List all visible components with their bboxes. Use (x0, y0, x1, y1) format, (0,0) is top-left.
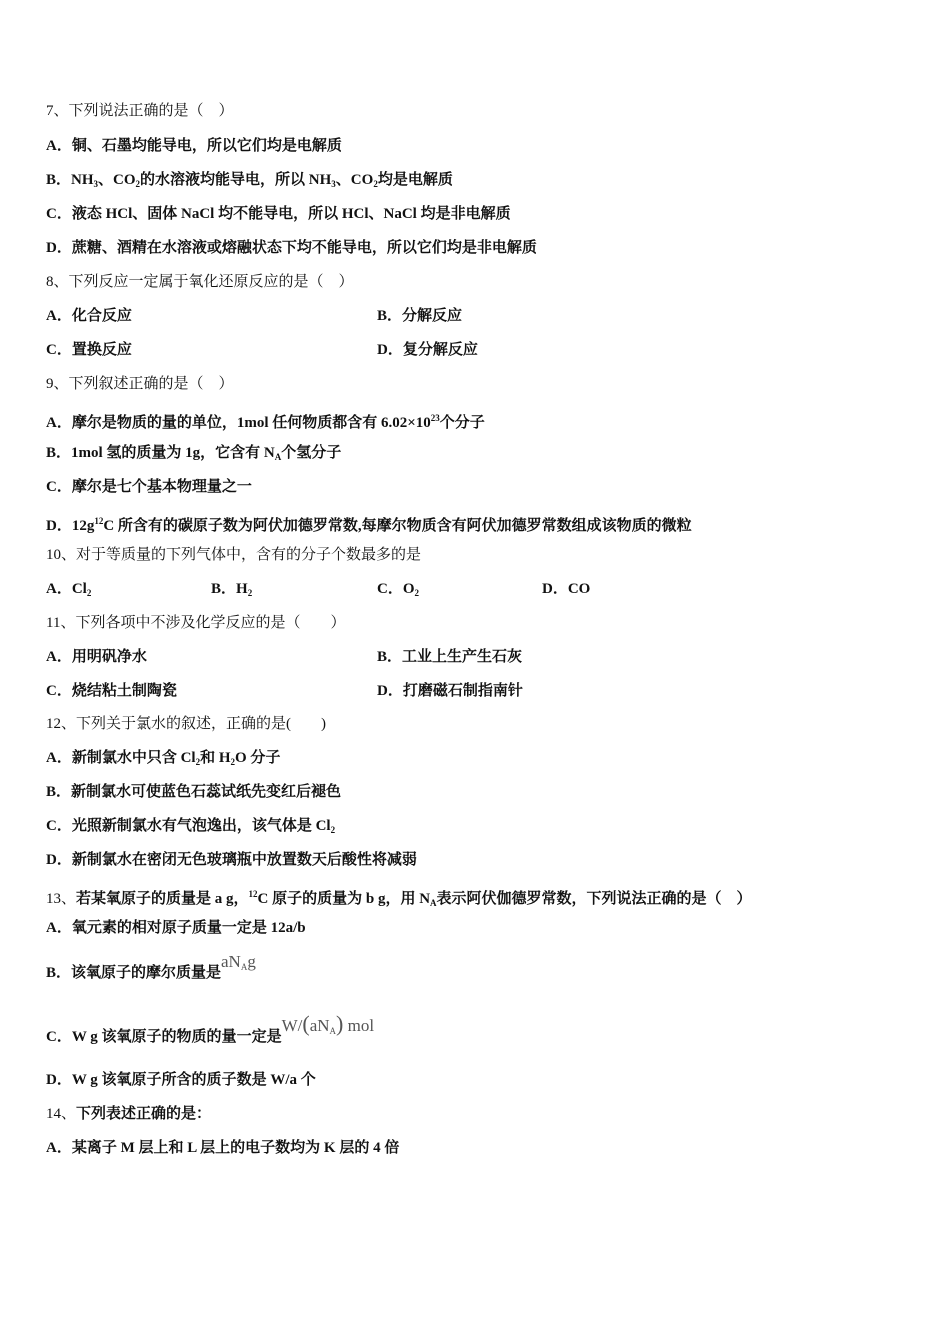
text-segment: C．光照新制氯水有气泡逸出，该气体是 Cl (46, 818, 331, 834)
q9-option-b (46, 443, 341, 467)
text-segment: C．W g 该氧原子的物质的量一定是 (46, 1029, 282, 1045)
subscript: A (430, 898, 437, 908)
q9-option-a (46, 408, 485, 433)
subscript: A (274, 452, 282, 462)
q13-option-a: A．氧元素的相对原子质量一定是 12a/b (46, 920, 306, 936)
text-segment: B．H (211, 581, 248, 597)
q8-option-b: B．分解反应 (377, 308, 463, 324)
text-segment: A．新制氯水中只含 Cl (46, 750, 196, 766)
subscript: 2 (195, 757, 201, 767)
text-segment: B．1mol 氢的质量为 1g，它含有 N (46, 445, 275, 461)
q8-option-a: A．化合反应 (46, 308, 132, 324)
superscript: 23 (430, 413, 440, 423)
question-10-stem: 10、对于等质量的下列气体中，含有的分子个数最多的是 (46, 547, 422, 563)
subscript: A (329, 1026, 337, 1036)
q9-option-c: C．摩尔是七个基本物理量之一 (46, 479, 252, 495)
q13-option-c (46, 1011, 375, 1051)
text-segment: 和 H (200, 750, 231, 766)
subscript: 2 (86, 588, 92, 598)
text-segment: C．O (377, 581, 415, 597)
text-segment: aN (309, 1016, 330, 1035)
superscript: 12 (94, 516, 104, 526)
question-13-stem (46, 884, 752, 913)
text-segment: mol (343, 1016, 375, 1035)
text-segment: B．NH (46, 172, 94, 188)
q8-option-c: C．置换反应 (46, 342, 132, 358)
q7-option-d: D．蔗糖、酒精在水溶液或熔融状态下均不能导电，所以它们均是非电解质 (46, 240, 537, 256)
text-segment: ) (336, 1011, 344, 1036)
text-segment: W/ (281, 1016, 303, 1035)
q14-option-a: A．某离子 M 层上和 L 层上的电子数均为 K 层的 4 倍 (46, 1140, 400, 1156)
text-segment: C 原子的质量为 b g，用 N (257, 891, 431, 907)
subscript: 2 (373, 179, 378, 189)
text-segment: A．Cl (46, 581, 87, 597)
text-segment: g (247, 952, 256, 971)
q11-option-d: D．打磨磁石制指南针 (377, 683, 523, 699)
q10-option-a (46, 579, 91, 603)
q10-option-c (377, 579, 419, 603)
text-segment: 均是电解质 (377, 172, 453, 188)
q11-option-a: A．用明矾净水 (46, 649, 147, 665)
text-segment: B．该氧原子的摩尔质量是 (46, 965, 222, 981)
q7-option-c: C．液态 HCl、固体 NaCl 均不能导电，所以 HCl、NaCl 均是非电解质 (46, 206, 511, 222)
q7-option-b (46, 170, 453, 194)
text-segment: 、CO (335, 172, 374, 188)
question-7-stem: 7、下列说法正确的是（ ） (46, 103, 234, 119)
question-11-stem: 11、下列各项中不涉及化学反应的是（ ） (46, 615, 346, 631)
q10-option-d: D．CO (542, 581, 591, 597)
q7-option-a: A．铜、石墨均能导电，所以它们均是电解质 (46, 138, 342, 154)
text-segment: 若某氧原子的质量是 a g， (76, 891, 249, 907)
question-12-stem: 12、下列关于氯水的叙述，正确的是( ) (46, 716, 326, 732)
text-segment: D．12g (46, 518, 95, 534)
question-8-stem: 8、下列反应一定属于氧化还原反应的是（ ） (46, 274, 354, 290)
subscript: 3 (331, 179, 336, 189)
text-segment: 13、 (46, 891, 77, 907)
formula-amount (281, 1011, 375, 1036)
q13-option-b (46, 952, 256, 987)
text-segment: 个分子 (439, 415, 485, 431)
q8-option-d: D．复分解反应 (377, 342, 478, 358)
question-14-stem (46, 1104, 211, 1124)
text-segment: 表示阿伏伽德罗常数，下列说法正确的是（ ） (436, 891, 752, 907)
q11-option-c: C．烧结粘土制陶瓷 (46, 683, 177, 699)
subscript: 2 (135, 179, 141, 189)
text-segment: 的水溶液均能导电，所以 NH (140, 172, 332, 188)
text-segment: A．摩尔是物质的量的单位，1mol 任何物质都含有 6.02×10 (46, 415, 431, 431)
text-segment: 下列表述正确的是： (76, 1106, 212, 1122)
q9-option-d (46, 511, 692, 536)
text-segment: 个氢分子 (281, 445, 342, 461)
text-segment: 、CO (98, 172, 136, 188)
subscript: 2 (247, 588, 253, 598)
q12-option-a (46, 748, 280, 772)
text-segment: 14、 (46, 1106, 77, 1122)
subscript: 2 (414, 588, 420, 598)
q12-option-d: D．新制氯水在密闭无色玻璃瓶中放置数天后酸性将减弱 (46, 852, 417, 868)
q12-option-b: B．新制氯水可使蓝色石蕊试纸先变红后褪色 (46, 784, 342, 800)
text-segment: ( (302, 1011, 310, 1036)
text-segment: C 所含有的碳原子数为阿伏加德罗常数,每摩尔物质含有阿伏加德罗常数组成该物质的微粒 (103, 518, 692, 534)
superscript: 12 (248, 889, 258, 899)
q11-option-b: B．工业上生产生石灰 (377, 649, 523, 665)
subscript: 2 (330, 825, 336, 835)
q10-option-b (211, 579, 252, 603)
q13-option-d: D．W g 该氧原子所含的质子数是 W/a 个 (46, 1072, 316, 1088)
subscript: 2 (230, 757, 236, 767)
subscript: A (240, 962, 248, 972)
formula-molar-mass (221, 952, 256, 971)
question-9-stem: 9、下列叙述正确的是（ ） (46, 376, 234, 392)
text-segment: aN (221, 952, 241, 971)
text-segment: O 分子 (235, 750, 281, 766)
subscript: 3 (93, 179, 99, 189)
q12-option-c (46, 816, 335, 840)
